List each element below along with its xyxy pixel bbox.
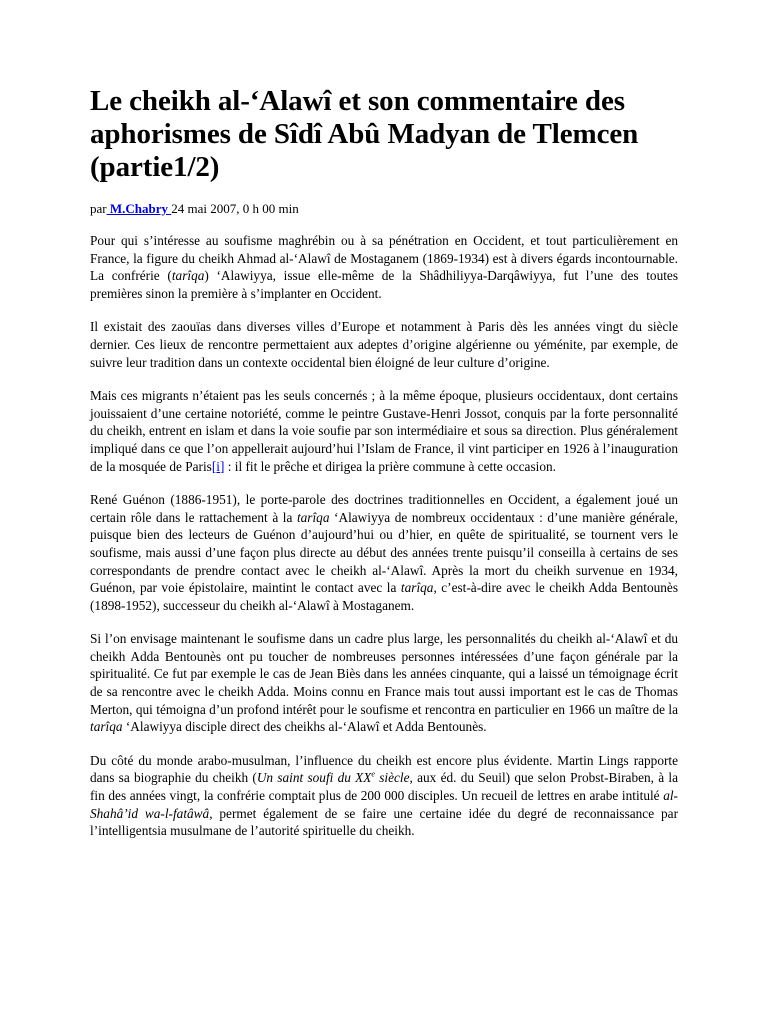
paragraph-4 [90,491,678,614]
text-run: , permet également de se faire une certaine idée du degré de reconnaissance par l’intelligentsia musulmane de l’autorité spirituelle du cheikh. [90,805,678,839]
text-run: ‘Alawiyya disciple direct des cheikhs al-‘Alawî et Adda Bentounès. [122,719,487,735]
italic-term: tarîqa [171,268,205,284]
text-run: Mais ces migrants n’étaient pas les seuls concernés ; à la même époque, plusieurs occidentaux, dont certains jouissaient d’une certaine notoriété, comme le peintre Gustave-Henri Jossot, conquis par la forte personnalité du cheikh, entrent en islam et dans la voie soufie par son intermédiaire et sous sa direction. Plus généralement impliqué dans ce que l’on appellerait aujourd’hui l’Islam de France, il vint participer en 1926 à l’inauguration de la mosquée de Paris [90,388,678,474]
paragraph-1 [90,232,678,302]
text-run: , aux éd. du Seuil) que selon Probst-Biraben, à la fin des années vingt, la confrérie comptait plus de 200 000 disciples. Un recueil de lettres en arabe intitulé [90,770,678,804]
paragraph-6 [90,752,678,840]
italic-term: tarîqa [296,509,330,525]
publication-date: 24 mai 2007, 0 h 00 min [171,201,299,216]
paragraph-5 [90,630,678,736]
italic-term: tarîqa [400,580,434,596]
text-run: : il fit le prêche et dirigea la prière commune à cette occasion. [224,458,556,474]
text-run: Pour qui s’intéresse au soufisme maghrébin ou à sa pénétration en Occident, et tout particulièrement en France, la figure du cheikh Ahmad al-‘Alawî de Mostaganem (1869-1934) est à divers égards incontournable. La confrérie ( [90,233,678,284]
text-run: Du côté du monde arabo-musulman, l’influence du cheikh est encore plus évidente. Martin Lings rapporte dans sa biographie du cheikh ( [90,752,678,786]
text-run: Si l’on envisage maintenant le soufisme dans un cadre plus large, les personnalités du cheikh al-‘Alawî et du cheikh Adda Bentounès ont pu toucher de nombreuses personnes intéressées d’une façon générale par la spiritualité. Ce fut par exemple le cas de Jean Biès dans les années cinquante, qui a laissé un témoignage écrit de sa rencontre avec le cheikh Adda. Moins connu en France mais tout aussi important est le cas de Thomas Merton, qui témoigna d’un profond intérêt pour le soufisme et rencontra en particulier en 1966 un maître de la [90,631,678,717]
italic-term: tarîqa [90,719,123,735]
text-run: , c’est-à-dire avec le cheikh Adda Bentounès (1898-1952), successeur du cheikh al-‘Alawî à Mostaganem. [90,580,678,613]
author-link[interactable]: M.Chabry [106,201,172,216]
superscript: e [371,770,375,780]
paragraph-2: Il existait des zaouïas dans diverses villes d’Europe et notamment à Paris dès les années vingt du siècle dernier. Ces lieux de rencontre permettaient aux adeptes d’origine algérienne ou yéménite, par exemple, de suivre leur tradition dans un contexte occidental bien éloigné de leur culture d’origine. [90,319,678,370]
text-run: siècle [374,770,410,786]
book-title [257,770,410,785]
italic-term: al-Shahâ’id wa-l-fatâwâ [90,788,678,821]
text-run: Un saint soufi du XX [256,770,372,786]
article-title: Le cheikh al-‘Alawî et son commentaire des aphorismes de Sîdî Abû Madyan de Tlemcen (partie1/2) [90,85,639,183]
article [90,85,678,853]
byline [90,201,678,217]
footnote-link[interactable]: [i] [211,458,225,474]
byline-prefix: par [90,201,107,216]
paragraph-3 [90,387,678,475]
text-run: ) ‘Alawiyya, issue elle-même de la Shâdhiliyya-Darqâwiyya, fut l’une des toutes premières sinon la première à s’implanter en Occident. [90,268,678,301]
text-run: ‘Alawiyya de nombreux occidentaux : d’une manière générale, puisque bien des lecteurs de Guénon d’aujourd’hui ou d’hier, en quête de spiritualité, se tournent vers le soufisme, mais aussi d’une façon plus directe au début des années trente puisqu’il conseilla à certains de ses correspondants de prendre contact avec le cheikh al-‘Alawî. Après la mort du cheikh survenue en 1934, Guénon, par voie épistolaire, maintint le contact avec la [90,509,678,596]
text-run: René Guénon (1886-1951), le porte-parole des doctrines traditionnelles en Occident, a également joué un certain rôle dans le rattachement à la [90,492,678,525]
